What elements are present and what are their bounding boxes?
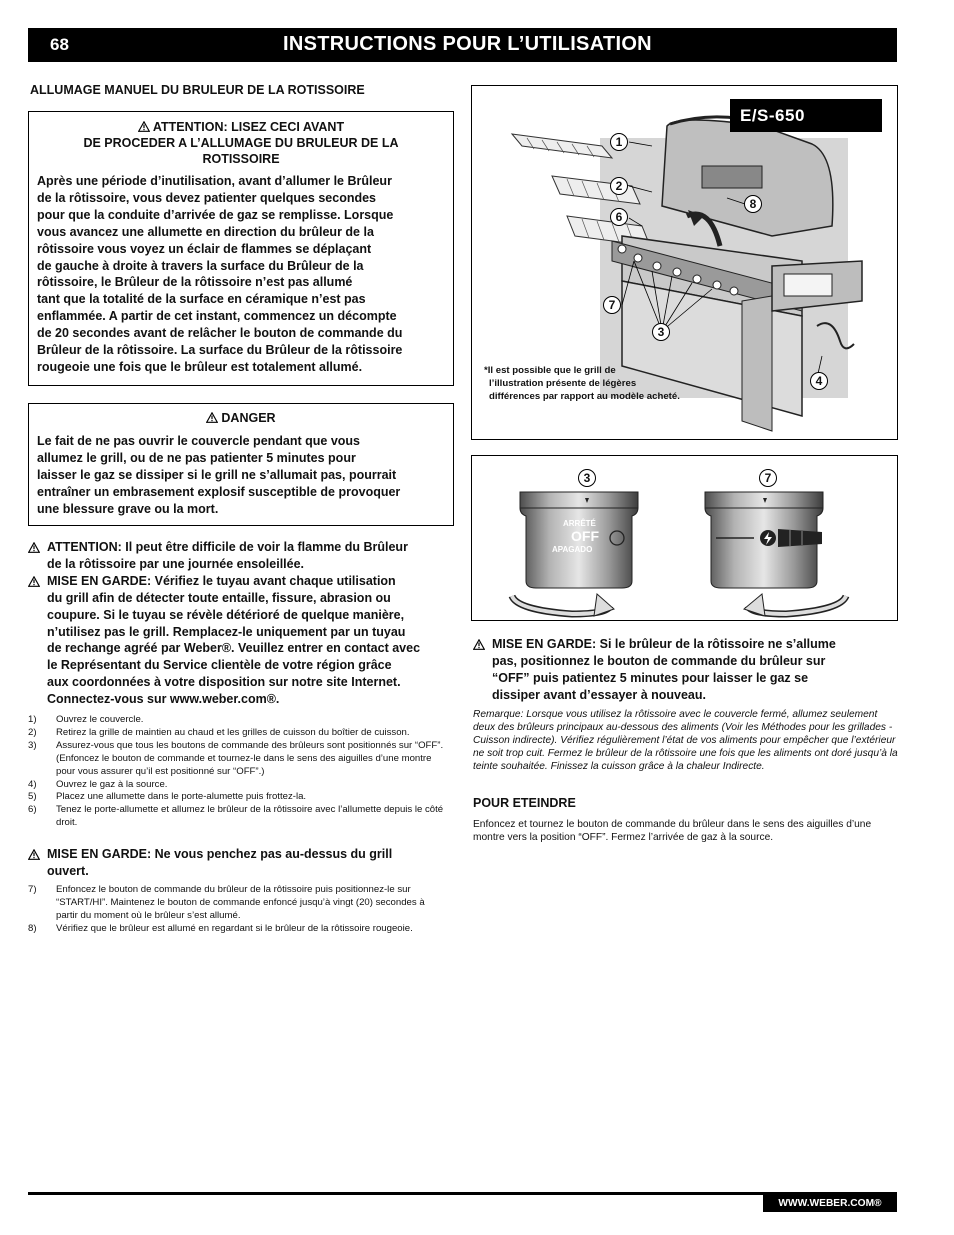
warning-line: “OFF” puis patientez 5 minutes pour laisser le gaz se bbox=[492, 670, 809, 685]
figure-note bbox=[484, 364, 680, 403]
danger-body bbox=[37, 433, 445, 518]
warning-line: MISE EN GARDE: Si le brûleur de la rôtissoire ne s’allume bbox=[492, 637, 836, 651]
knob-label-off: OFF bbox=[571, 528, 599, 544]
attention-heading-line-2: DE PROCEDER A L’ALLUMAGE DU BRULEUR DE LA bbox=[83, 136, 399, 150]
warning-line: coupure. Si le tuyau se révèle détérioré de quelque manière, bbox=[47, 607, 405, 622]
warning-not-lit bbox=[473, 636, 903, 704]
steps-list-b bbox=[28, 884, 446, 936]
knobs-figure bbox=[471, 455, 898, 621]
danger-body-line: entraîner un embrasement explosif susceptible de provoquer bbox=[37, 484, 401, 499]
attention-body-line: rougeoie une fois que le brûleur est totalement allumé. bbox=[37, 359, 363, 374]
list-item: 2) Retirez la grille de maintien au chaud et les grilles de cuisson du boîtier de cuisson. bbox=[28, 726, 410, 738]
attention-heading-line-1: ATTENTION: LISEZ CECI AVANT bbox=[37, 119, 445, 135]
attention-body bbox=[37, 173, 445, 376]
danger-box bbox=[28, 403, 454, 526]
figure-note-line: l’illustration présente de légères bbox=[489, 378, 637, 389]
warning-line: Connectez-vous sur www.weber.com®. bbox=[47, 692, 280, 707]
attention-body-line: rôtissoire vous voyez un éclair de flammes se déplaçant bbox=[37, 241, 372, 256]
attention-body-line: enflammée. A partir de cet instant, commencez un décompte bbox=[37, 309, 397, 324]
danger-body-line: allumez le grill, ou de ne pas patienter 5 minutes pour bbox=[37, 450, 356, 465]
warning-hose bbox=[28, 573, 458, 708]
warning-line: MISE EN GARDE: Ne vous penchez pas au-dessus du grill bbox=[47, 847, 393, 861]
warnings-block bbox=[28, 539, 458, 708]
danger-body-line: une blessure grave ou la mort. bbox=[37, 501, 219, 516]
warning-line: de la rôtissoire par une journée ensoleillée. bbox=[47, 556, 305, 571]
attention-body-line: vous avancez une allumette en direction du brûleur de la bbox=[37, 224, 374, 239]
knob-callout-3: 3 bbox=[578, 469, 596, 487]
attention-box bbox=[28, 111, 454, 386]
warning-line: du grill afin de détecter toute entaille, fissure, abrasion ou bbox=[47, 590, 391, 605]
list-item: 7) Enfoncez le bouton de commande du brûleur de la rôtissoire puis positionnez-le sur “START/HI”. Maintenez le bouton de commande enfoncé jusqu’à vingt (20) secondes à partir du moment où le brûleur s’est allumé. bbox=[28, 884, 425, 921]
footer-url: WWW.WEBER.COM® bbox=[763, 1195, 897, 1212]
callout-2: 2 bbox=[610, 177, 628, 195]
page-number: 68 bbox=[50, 35, 69, 54]
warning-line: ouvert. bbox=[47, 863, 89, 878]
warning-right-block bbox=[473, 636, 903, 704]
warning-line: ATTENTION: Il peut être difficile de voir la flamme du Brûleur bbox=[47, 540, 408, 554]
steps-list-a bbox=[28, 714, 446, 830]
warning-line: n’utilisez pas le grill. Remplacez-le uniquement par un tuyau bbox=[47, 624, 406, 639]
warning-line: de rechange agréé par Weber®. Veuillez entrer en contact avec bbox=[47, 641, 421, 656]
warning-triangle-icon bbox=[206, 412, 218, 423]
model-label: E/S-650 bbox=[730, 99, 882, 132]
knobs-illustration bbox=[472, 456, 897, 620]
warning-triangle-icon bbox=[28, 849, 40, 860]
attention-body-line: tant que la totalité de la surface en céramique n’est pas bbox=[37, 292, 366, 307]
danger-heading: DANGER bbox=[37, 410, 445, 426]
callout-1: 1 bbox=[610, 133, 628, 151]
attention-body-line: de la rôtissoire, vous devez patienter quelques secondes bbox=[37, 190, 377, 205]
attention-body-line: de 20 secondes avant de relâcher le bouton de commande du bbox=[37, 326, 403, 341]
warning-sun bbox=[28, 539, 458, 573]
remark-note: Remarque: Lorsque vous utilisez la rôtissoire avec le couvercle fermé, allumez seulement deux des brûleurs principaux au-dessous des aliments (Voir les Méthodes pour les grillades - Cuisson indirecte). Vérifiez régulièrement l’état de vos aliments pour empêcher que l’extérieur ne soit trop cuit. Fermez le brûleur de la rôtissoire une fois que les aliments ont doré jusqu’à la teinte souhaitée. Finissez la cuisson grâce à la chaleur Indirecte. bbox=[473, 709, 898, 772]
knob-label-bottom: APAGADO bbox=[552, 545, 593, 554]
warning-triangle-icon bbox=[28, 542, 40, 553]
turn-off-text: Enfoncez et tournez le bouton de commande du brûleur dans le sens des aiguilles d’une montre vers la position “OFF”. Fermez l’arrivée de gaz à la source. bbox=[473, 819, 872, 843]
figure-note-line: différences par rapport au modèle acheté. bbox=[489, 391, 680, 402]
list-item: 8) Vérifiez que le brûleur est allumé en regardant si le brûleur de la rôtissoire rougeoie. bbox=[28, 922, 413, 934]
danger-body-line: laisser le gaz se dissiper si le grill ne s’allumait pas, pourrait bbox=[37, 467, 397, 482]
list-item: 4) Ouvrez le gaz à la source. bbox=[28, 778, 168, 790]
page-header bbox=[28, 28, 897, 62]
list-item: 3) Assurez-vous que tous les boutons de commande des brûleurs sont positionnés sur “OFF”. (Enfoncez le bouton de commande et tournez-le dans le sens des aiguilles d’une montre pour vous assurer qu’il est positionné sur “OFF”.) bbox=[28, 739, 444, 777]
attention-body-line: Après une période d’inutilisation, avant d’allumer le Brûleur bbox=[37, 174, 392, 188]
grill-figure bbox=[471, 85, 898, 440]
callout-6: 6 bbox=[610, 208, 628, 226]
list-item: 6) Tenez le porte-allumette et allumez le brûleur de la rôtissoire avec l’allumette depuis le côté droit. bbox=[28, 804, 444, 829]
warning-lean bbox=[28, 846, 458, 880]
warning-triangle-icon bbox=[138, 121, 150, 132]
warning-triangle-icon bbox=[28, 576, 40, 587]
warning-line: le Représentant du Service clientèle de votre région grâce bbox=[47, 658, 392, 673]
attention-body-line: de gauche à droite à travers la surface du Brûleur de la bbox=[37, 258, 364, 273]
callout-8: 8 bbox=[744, 195, 762, 213]
attention-body-line: rôtissoire, le Brûleur de la rôtissoire n’est pas allumé bbox=[37, 275, 353, 290]
attention-body-line: Brûleur de la rôtissoire. La surface du Brûleur de la rôtissoire bbox=[37, 343, 403, 358]
attention-body-line: pour que la conduite d’arrivée de gaz se remplisse. Lorsque bbox=[37, 207, 394, 222]
knob-label-top: ARRÊTÉ bbox=[563, 519, 596, 528]
warning-line: aux coordonnées à votre disposition sur notre site Internet. bbox=[47, 675, 401, 690]
callout-4: 4 bbox=[810, 372, 828, 390]
knob-callout-7: 7 bbox=[759, 469, 777, 487]
list-item: 1) Ouvrez le couvercle. bbox=[28, 714, 144, 725]
callout-3: 3 bbox=[652, 323, 670, 341]
callout-7: 7 bbox=[603, 296, 621, 314]
warning-line: MISE EN GARDE: Vérifiez le tuyau avant chaque utilisation bbox=[47, 573, 396, 588]
figure-note-line: *Il est possible que le grill de bbox=[484, 365, 616, 376]
danger-body-line: Le fait de ne pas ouvrir le couvercle pendant que vous bbox=[37, 434, 361, 448]
warning-lean-block bbox=[28, 846, 458, 880]
turn-off-title: POUR ETEINDRE bbox=[473, 796, 576, 810]
warning-triangle-icon bbox=[473, 639, 485, 650]
attention-heading-line-3: ROTISSOIRE bbox=[202, 152, 280, 166]
section-title: ALLUMAGE MANUEL DU BRULEUR DE LA ROTISSOIRE bbox=[30, 83, 365, 97]
warning-line: dissiper avant d’essayer à nouveau. bbox=[492, 687, 706, 702]
page-title: INSTRUCTIONS POUR L’UTILISATION bbox=[283, 33, 652, 55]
warning-line: pas, positionnez le bouton de commande du brûleur sur bbox=[492, 653, 826, 668]
list-item: 5) Placez une allumette dans le porte-alumette puis frottez-la. bbox=[28, 791, 307, 803]
